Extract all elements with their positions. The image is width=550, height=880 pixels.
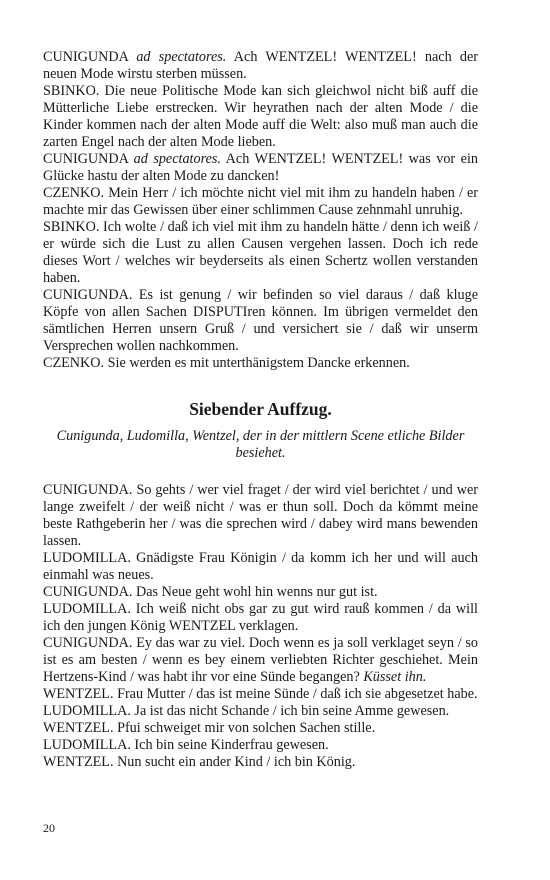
dialogue-line <box>43 686 478 703</box>
dialogue-line <box>43 550 478 584</box>
dialogue-line <box>43 151 478 185</box>
line-text: So gehts / wer viel fraget / der wird viel berichtet / und wer lange zweifelt / der weiß nicht / was er thun soll. Doch da kömmt meine beste Rathgeberin her / was die sprechen wird / dabey wird mans bewenden lassen. <box>43 482 479 549</box>
speaker-name: LUDOMILLA. <box>43 550 131 566</box>
line-text: Sie werden es mit unterthänigstem Dancke erkennen. <box>107 355 410 371</box>
dialogue-line <box>43 287 478 355</box>
spacer <box>43 372 478 399</box>
dialogue-line <box>43 185 478 219</box>
line-text: Pfui schweiget mir von solchen Sachen stille. <box>117 720 376 736</box>
page-number: 20 <box>43 821 55 835</box>
speaker-name: WENTZEL. <box>43 686 114 702</box>
speaker-name: WENTZEL. <box>43 720 114 736</box>
dialogue-line <box>43 482 478 550</box>
line-text: Mein Herr / ich möchte nicht viel mit ihm zu handeln haben / er machte mir das Gewissen über einer schlimmen Cause zehnmahl unruhig. <box>43 185 479 218</box>
speaker-name: SBINKO. <box>43 219 100 235</box>
line-text: Es ist genung / wir befinden so viel daraus / daß kluge Köpfe von allen Sachen DISPUTIren können. Im übrigen vermeldet den sämtlichen Herren unsern Gruß / und versichert sie / daß wir unserm Versprechen wollen nachkommen. <box>43 287 478 354</box>
dialogue-line <box>43 703 478 720</box>
speaker-name: CZENKO. <box>43 185 105 201</box>
dialogue-line <box>43 355 478 372</box>
stage-direction: Küsset ihn. <box>363 669 427 685</box>
text-block <box>43 49 478 771</box>
speaker-name: SBINKO. <box>43 83 100 99</box>
line-text: Ach WENTZEL! WENTZEL! nach der neuen Mode wirstu sterben müssen. <box>43 49 478 82</box>
line-text: Die neue Politische Mode kan sich gleichwol nicht biß auff die Mütterliche Liebe erstrecken. Wir heyrathen nach der alten Mode / die Kinder kommen nach der alten Mode auff die Welt: also muß man auch die zarten Engel nach der alten Mode lieben. <box>43 83 479 150</box>
line-text: Ich weiß nicht obs gar zu gut wird rauß kommen / da will ich den jungen König WENTZEL verklagen. <box>43 601 478 634</box>
speaker-name: LUDOMILLA. <box>43 703 131 719</box>
line-text: Ach WENTZEL! WENTZEL! was vor ein Glücke hastu der alten Mode zu dancken! <box>43 151 478 184</box>
dialogue-line <box>43 83 478 151</box>
speaker-name: CUNIGUNDA <box>43 151 129 167</box>
speaker-name: CUNIGUNDA. <box>43 635 133 651</box>
dialogue-line <box>43 219 478 287</box>
speaker-name: CZENKO. <box>43 355 105 371</box>
speaker-name: LUDOMILLA. <box>43 601 131 617</box>
spacer <box>43 420 478 428</box>
speaker-name: CUNIGUNDA <box>43 49 129 65</box>
dialogue-line <box>43 737 478 754</box>
line-text: Frau Mutter / das ist meine Sünde / daß ich sie abgesetzet habe. <box>117 686 478 702</box>
line-text: Das Neue geht wohl hin wenns nur gut ist. <box>136 584 378 600</box>
dialogue-line <box>43 754 478 771</box>
stage-direction: ad spectatores. <box>136 49 227 65</box>
dialogue-line <box>43 584 478 601</box>
line-text: Gnädigste Frau Königin / da komm ich her und will auch einmahl was neues. <box>43 550 478 583</box>
speaker-name: WENTZEL. <box>43 754 114 770</box>
spacer <box>43 462 478 482</box>
line-text: Ja ist das nicht Schande / ich bin seine Amme gewesen. <box>134 703 450 719</box>
speaker-name: CUNIGUNDA. <box>43 584 133 600</box>
line-text: Ich bin seine Kinderfrau gewesen. <box>134 737 329 753</box>
line-text: Nun sucht ein ander Kind / ich bin König. <box>117 754 356 770</box>
line-text: Ey das war zu viel. Doch wenn es ja soll verklaget seyn / so ist es am besten / wenn es bey einem verliebten Richter geschiehet. Mein Hertzens-Kind / was habt ihr vor eine Sünde begangen? <box>43 635 478 685</box>
speaker-name: CUNIGUNDA. <box>43 482 133 498</box>
dialogue-line <box>43 601 478 635</box>
dialogue-line <box>43 49 478 83</box>
cast-list: Cunigunda, Ludomilla, Wentzel, der in der mittlern Scene etliche Bilder besiehet. <box>56 428 465 461</box>
scene-heading: Siebender Auffzug. <box>189 399 332 419</box>
speaker-name: CUNIGUNDA. <box>43 287 133 303</box>
speaker-name: LUDOMILLA. <box>43 737 131 753</box>
dialogue-line <box>43 635 478 686</box>
dialogue-line <box>43 720 478 737</box>
stage-direction: ad spectatores. <box>133 151 221 167</box>
line-text: Ich wolte / daß ich viel mit ihm zu handeln hätte / denn ich weiß / er würde sich die Lust zu allen Causen vergehen lassen. Doch ich rede dieses Wort / welches wir beyderseits als einen Schertz wollen verstanden haben. <box>43 219 479 286</box>
